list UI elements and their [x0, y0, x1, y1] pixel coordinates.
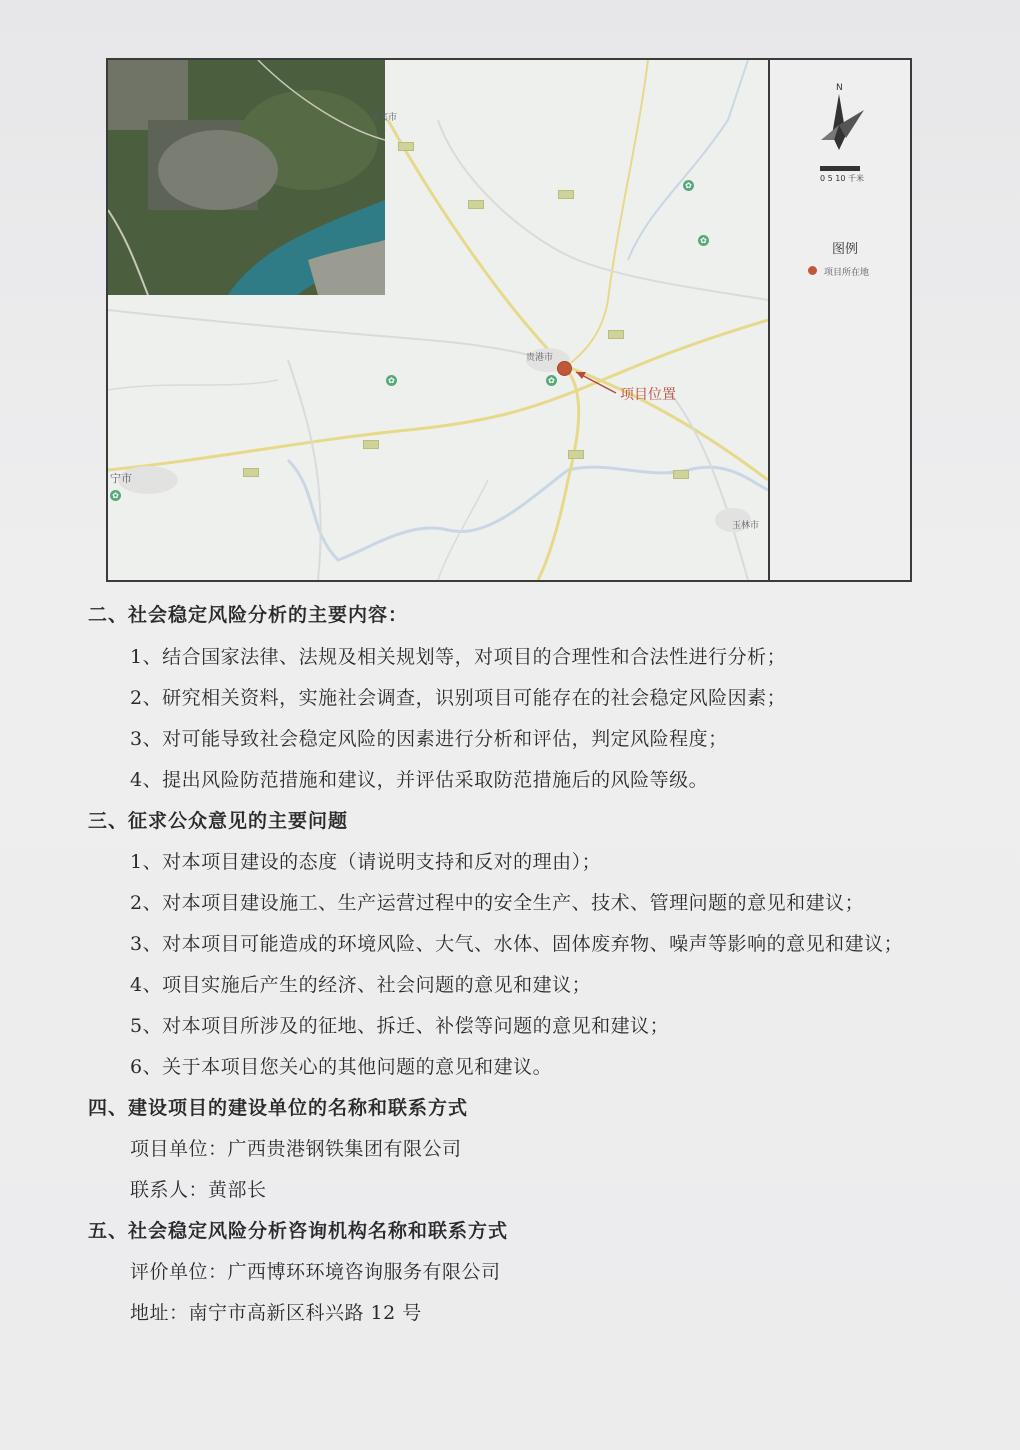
- road-badge: [398, 142, 414, 151]
- city-label-nanning: 宁市: [110, 472, 132, 485]
- north-arrow-icon: [816, 80, 866, 164]
- park-poi: ✿: [546, 375, 557, 387]
- satellite-inset: [108, 60, 385, 295]
- section-3-item: 2、对本项目建设施工、生产运营过程中的安全生产、技术、管理问题的意见和建议；: [130, 892, 865, 914]
- road-badge: [608, 330, 624, 339]
- park-poi: ✿: [386, 375, 397, 387]
- section-3-item: 1、对本项目建设的态度（请说明支持和反对的理由）；: [130, 851, 602, 873]
- road-badge: [468, 200, 484, 209]
- road-badge: [243, 468, 259, 477]
- map-area: [108, 60, 768, 580]
- park-poi: ✿: [683, 180, 694, 192]
- section-2-item: 3、对可能导致社会稳定风险的因素进行分析和评估，判定风险程度；: [130, 728, 728, 750]
- map-legend-panel: [768, 60, 912, 580]
- section-3-item: 3、对本项目可能造成的环境风险、大气、水体、固体废弃物、噪声等影响的意见和建议；: [130, 933, 904, 955]
- section-4-heading: 四、建设项目的建设单位的名称和联系方式: [88, 1097, 469, 1119]
- legend-title: 图例: [832, 242, 859, 257]
- north-letter: N: [836, 83, 843, 93]
- section-2-heading: 二、社会稳定风险分析的主要内容：: [88, 604, 409, 626]
- section-2-item: 2、研究相关资料，实施社会调查，识别项目可能存在的社会稳定风险因素；: [130, 687, 787, 709]
- city-label-laibin: 来宾市: [370, 113, 398, 123]
- section-3-item: 5、对本项目所涉及的征地、拆迁、补偿等问题的意见和建议；: [130, 1015, 670, 1037]
- city-label-yulin: 玉林市: [732, 521, 760, 531]
- scale-text: 0 5 10 千米: [820, 174, 864, 183]
- section-2-item: 4、提出风险防范措施和建议，并评估采取防范措施后的风险等级。: [130, 769, 709, 791]
- road-badge: [558, 190, 574, 199]
- section-4-item: 联系人：黄部长: [130, 1179, 267, 1201]
- location-map-figure: [106, 58, 912, 582]
- road-badge: [363, 440, 379, 449]
- section-5-item: 地址：南宁市高新区科兴路 12 号: [130, 1302, 422, 1324]
- legend-marker-icon: [808, 266, 817, 275]
- section-3-heading: 三、征求公众意见的主要问题: [88, 810, 349, 832]
- project-location-label: 项目位置: [620, 387, 676, 403]
- project-location-marker: [557, 361, 572, 376]
- park-poi: ✿: [110, 490, 121, 502]
- section-4-item: 项目单位：广西贵港钢铁集团有限公司: [130, 1138, 462, 1160]
- section-5-item: 评价单位：广西博环环境咨询服务有限公司: [130, 1261, 501, 1283]
- scale-bar: [820, 166, 864, 184]
- city-label-guigang: 贵港市: [526, 353, 554, 363]
- section-3-item: 4、项目实施后产生的经济、社会问题的意见和建议；: [130, 974, 592, 996]
- section-2-item: 1、结合国家法律、法规及相关规划等，对项目的合理性和合法性进行分析；: [130, 646, 787, 668]
- legend-item-label: 项目所在地: [824, 268, 870, 278]
- road-badge: [568, 450, 584, 459]
- road-badge: [673, 470, 689, 479]
- park-poi: ✿: [698, 235, 709, 247]
- section-3-item: 6、关于本项目您关心的其他问题的意见和建议。: [130, 1056, 553, 1078]
- section-5-heading: 五、社会稳定风险分析咨询机构名称和联系方式: [88, 1220, 509, 1242]
